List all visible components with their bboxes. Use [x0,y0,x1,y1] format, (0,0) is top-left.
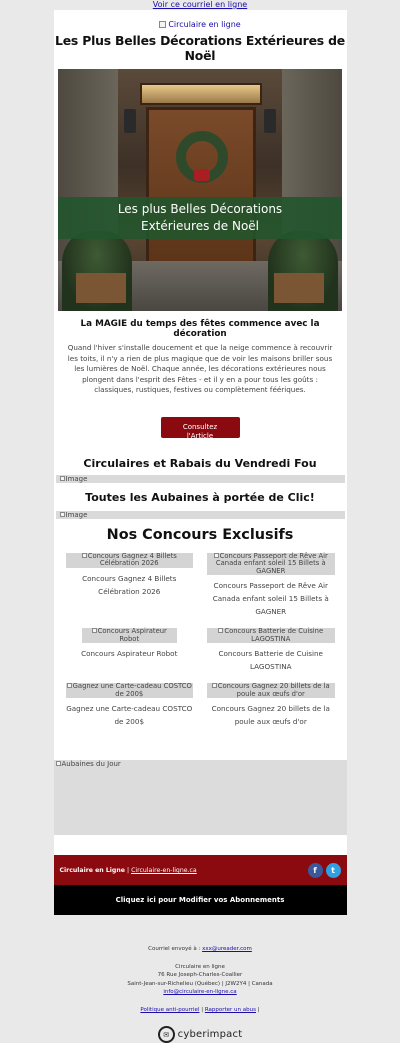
contest-caption[interactable]: Concours Passeport de Rêve Air Canada enfant soleil 15 Billets à GAGNER [212,581,329,617]
facebook-icon[interactable]: f [308,863,323,878]
deals-image[interactable] [56,511,345,519]
broken-image-icon [60,512,65,517]
twitter-icon[interactable]: t [326,863,341,878]
black-friday-image[interactable] [56,475,345,483]
hero-planter-left [76,273,126,303]
contest-caption[interactable]: Concours Gagnez 4 Billets Célébration 2026 [82,573,177,596]
hero-transom [140,83,262,105]
policy-links [0,1006,400,1015]
contest-image-alt: Concours Batterie de Cuisine LAGOSTINA [224,627,324,643]
contact-email-link[interactable]: info@circulaire-en-ligne.ca [163,989,237,996]
contest-image[interactable] [66,683,194,698]
sent-to-label: Courriel envoyé à : [148,946,201,953]
broken-image-icon [60,476,65,481]
spacer [54,835,347,855]
deals-click-heading: Toutes les Aubaines à portée de Clic! [85,490,315,504]
contest-image[interactable] [66,553,194,568]
logo-alt-text: Circulaire en ligne [168,20,241,29]
social-links [308,863,341,878]
footer-separator: | [126,866,130,874]
email-meta [0,915,400,1043]
read-article-button[interactable]: Consultez l'Article [161,417,240,438]
footer-site-link[interactable]: Circulaire-en-ligne.ca [131,866,197,874]
email-container [54,10,347,915]
broken-image-icon [159,21,166,28]
deals-of-day-alt: Aubaines du Jour [61,760,121,769]
logo-area[interactable] [54,10,347,30]
hero-bow [194,169,210,181]
hero-planter-right [274,273,324,303]
broken-image-icon [218,628,223,633]
hero-lantern-left [124,109,136,133]
broken-image-icon [212,683,217,688]
black-friday-heading: Circulaires et Rabais du Vendredi Fou [83,456,317,470]
contest-image-alt: Concours Gagnez 20 billets de la poule aux œufs d'or [217,682,330,698]
contest-item[interactable] [203,628,339,683]
link-separator: | [201,1006,204,1013]
contest-image-alt: Concours Passeport de Rêve Air Canada enfant soleil 15 Billets à GAGNER [215,551,328,575]
address-block [0,963,400,997]
broken-image-icon [214,553,219,558]
contest-item[interactable] [62,553,198,629]
contest-caption[interactable]: Concours Aspirateur Robot [81,649,178,659]
contest-item[interactable] [203,553,339,629]
cyberimpact-wordmark: cyberimpact [177,1028,243,1040]
sent-to-email[interactable]: xxx@ureader.com [202,946,252,953]
broken-image-icon [82,553,87,558]
contest-item[interactable] [62,683,198,738]
manage-subscriptions-link[interactable]: Cliquez ici pour Modifier vos Abonnements [54,885,347,915]
footer-brand-bar [54,855,347,885]
contest-caption[interactable]: Concours Batterie de Cuisine LAGOSTINA [218,649,323,672]
broken-image-icon [92,628,97,633]
contest-caption[interactable]: Gagnez une Carte-cadeau COSTCO de 200$ [66,704,193,727]
cyberimpact-mark-icon: ✉ [158,1026,175,1043]
hero-overlay [58,197,342,239]
contest-image[interactable] [82,628,178,643]
report-abuse-link[interactable]: Rapporter un abus [204,1006,256,1013]
view-online-link[interactable]: Voir ce courriel en ligne [152,0,248,9]
contest-item[interactable] [203,683,339,738]
contest-image-alt: Concours Gagnez 4 Billets Célébration 2026 [87,551,177,568]
image-alt-text: Image [65,474,88,483]
link-separator: | [257,1006,260,1013]
hero-overlay-line1: Les plus Belles Décorations [117,202,283,216]
logo-image[interactable] [159,20,240,30]
contest-image-alt: Concours Aspirateur Robot [97,627,167,643]
contest-image-alt: Gagnez une Carte-cadeau COSTCO de 200$ [72,682,192,698]
anti-spam-policy-link[interactable]: Politique anti-pourriel [140,1006,200,1013]
contest-item[interactable] [62,628,198,683]
footer-brand: Circulaire en Ligne [59,866,125,874]
org-name: Circulaire en ligne [175,963,225,970]
contests-heading: Nos Concours Exclusifs [106,526,294,543]
deals-of-day-image[interactable] [54,760,347,835]
broken-image-icon [56,761,61,766]
hero-overlay-line2: Extérieures de Noël [141,219,259,233]
org-street: 76 Rue Joseph-Charles-Coallier [157,972,243,979]
article-button-wrap [54,396,347,457]
contest-image[interactable] [207,683,335,698]
sent-to-line [0,945,400,954]
hero-lantern-right [264,109,276,133]
article-body: Quand l'hiver s'installe doucement et que la neige commence à recouvrir les toits, il n'y a rien de plus magique que de voir les maisons briller sous les lumières de Noël. Chaque année, les décorations extérieures nous plongent dans l'esprit des Fêtes - et il y en a pour tous les goûts : classiques, rustiques, festives ou complètement féériques. [67,343,333,395]
contest-image[interactable] [207,553,335,576]
hero-image[interactable] [58,69,342,311]
broken-image-icon [67,683,72,688]
contests-grid [54,553,347,739]
org-city: Saint-Jean-sur-Richelieu (Québec) | J2W2Y4 | Canada [127,980,273,987]
page-title: Les Plus Belles Décorations Extérieures de Noël [55,33,345,63]
article-subtitle: La MAGIE du temps des fêtes commence avec la décoration [80,319,320,339]
image-alt-text: Image [65,510,88,519]
contest-image[interactable] [207,628,335,643]
contest-caption[interactable]: Concours Gagnez 20 billets de la poule aux œufs d'or [211,704,330,727]
cyberimpact-logo[interactable] [0,1026,400,1043]
